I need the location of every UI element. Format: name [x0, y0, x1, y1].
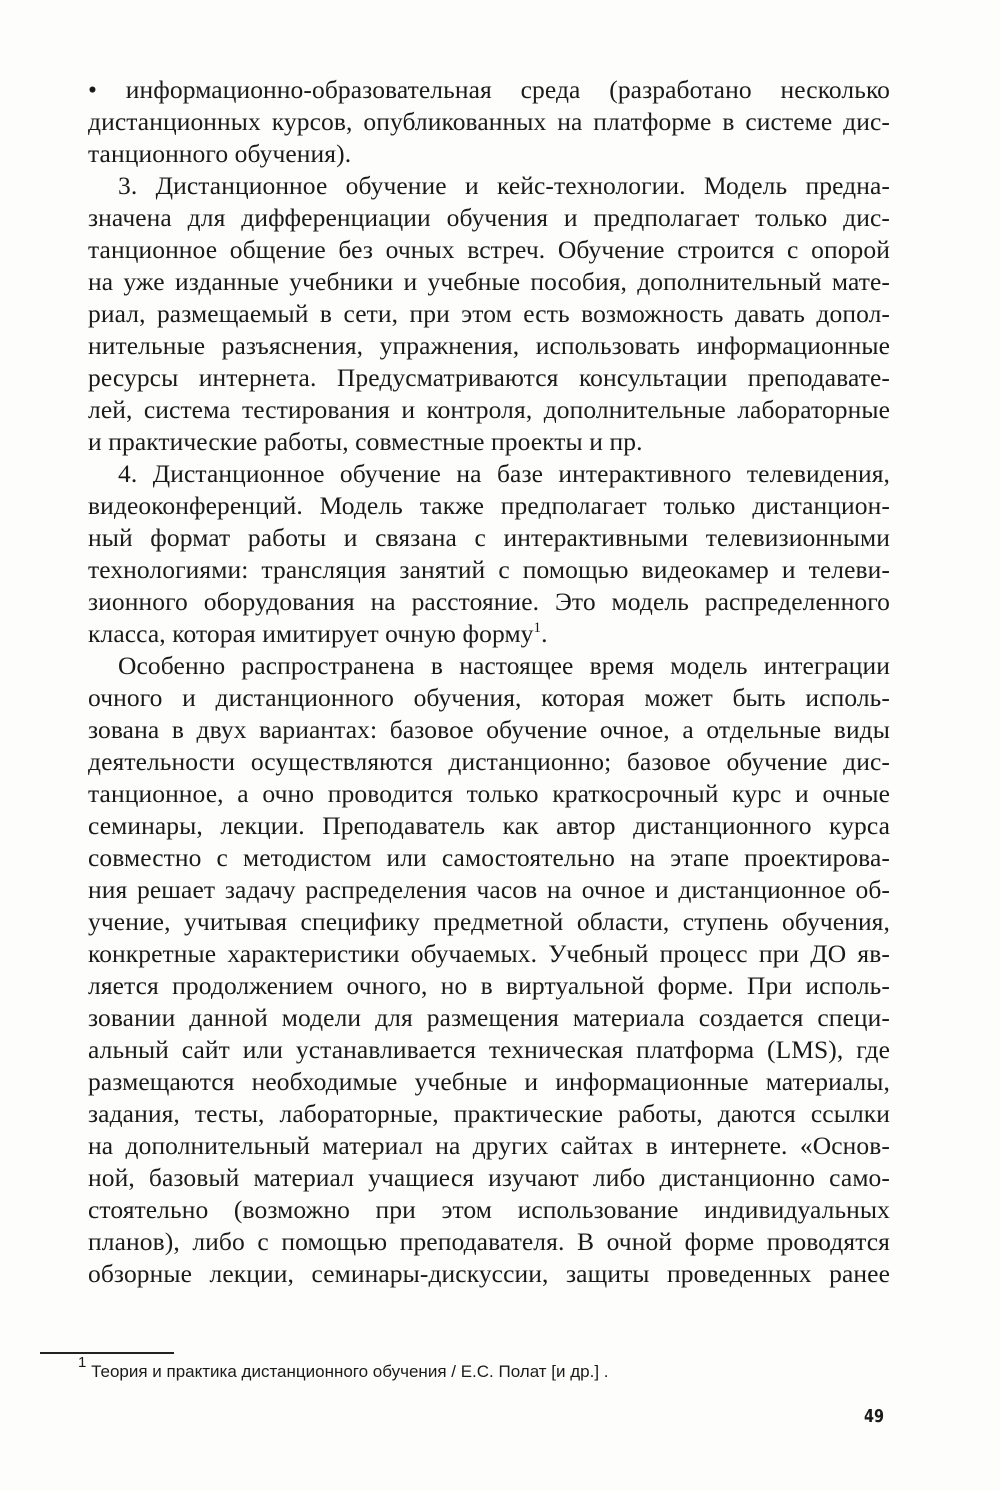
text-line [88, 234, 890, 266]
text-line [88, 842, 890, 874]
text-line [88, 426, 890, 458]
text-line [88, 298, 890, 330]
text-line-content: Особенно распространена в настоящее время модель интеграции [118, 651, 890, 680]
text-line [88, 106, 890, 138]
text-line [88, 810, 890, 842]
text-line [88, 362, 890, 394]
text-line-content: • информационно-образовательная среда (разработано несколько [88, 75, 890, 104]
text-line-content: 3. Дистанционное обучение и кейс-технологии. Модель предна- [118, 171, 890, 200]
text-line [88, 458, 890, 490]
text-line-content: зована в двух вариантах: базовое обучение очное, а отдельные виды [88, 715, 890, 744]
text-line [88, 714, 890, 746]
text-line [88, 682, 890, 714]
text-line [88, 74, 890, 106]
text-line-content: ляется продолжением очного, но в виртуальной форме. При исполь- [88, 971, 890, 1000]
text-line-content: альный сайт или устанавливается техническая платформа (LMS), где [88, 1035, 890, 1064]
text-line-content: обзорные лекции, семинары-дискуссии, защиты проведенных ранее [88, 1259, 890, 1288]
text-line [88, 266, 890, 298]
text-line [88, 394, 890, 426]
text-line [88, 522, 890, 554]
text-line [88, 1162, 890, 1194]
text-line-content: танционное, а очно проводится только краткосрочный курс и очные [88, 779, 890, 808]
text-line-content: зовании данной модели для размещения материала создается специ- [88, 1003, 890, 1032]
text-line-content: лей, система тестирования и контроля, дополнительные лабораторные [88, 395, 890, 424]
text-line [88, 618, 890, 650]
text-line [88, 1258, 890, 1290]
text-line [88, 970, 890, 1002]
text-line-content: задания, тесты, лабораторные, практические работы, даются ссылки [88, 1099, 890, 1128]
text-line [88, 778, 890, 810]
text-line-content: видеоконференций. Модель также предполагает только дистанцион- [88, 491, 890, 520]
text-line [88, 202, 890, 234]
text-line [88, 138, 890, 170]
text-line [88, 938, 890, 970]
text-line-content: значена для дифференциации обучения и предполагает только дис- [88, 203, 890, 232]
text-line [88, 1130, 890, 1162]
text-line-content: на уже изданные учебники и учебные пособия, дополнительный мате- [88, 267, 890, 296]
text-line [88, 1194, 890, 1226]
text-line-content: очного и дистанционного обучения, которая может быть исполь- [88, 683, 890, 712]
text-line-content: риал, размещаемый в сети, при этом есть возможность давать допол- [88, 299, 890, 328]
text-line-content: планов), либо с помощью преподавателя. В очной форме проводятся [88, 1227, 890, 1256]
text-line [88, 1226, 890, 1258]
text-line-content: ресурсы интернета. Предусматриваются консультации преподавате- [88, 363, 890, 392]
text-line-content: зионного оборудования на расстояние. Это модель распределенного [88, 587, 890, 616]
text-line-content: и практические работы, совместные проекты и пр. [88, 427, 643, 456]
text-line [88, 746, 890, 778]
text-line [88, 1034, 890, 1066]
footnote-text: Теория и практика дистанционного обучения / Е.С. Полат [и др.] . [91, 1362, 609, 1381]
text-line-tail: . [541, 619, 548, 648]
main-text [88, 74, 890, 1290]
text-line [88, 554, 890, 586]
text-line-content: семинары, лекции. Преподаватель как автор дистанционного курса [88, 811, 890, 840]
text-line-content: ный формат работы и связана с интерактивными телевизионными [88, 523, 890, 552]
text-line-content: нительные разъяснения, упражнения, использовать информационные [88, 331, 890, 360]
text-line [88, 906, 890, 938]
text-line-content: дистанционных курсов, опубликованных на платформе в системе дис- [88, 107, 890, 136]
text-line [88, 874, 890, 906]
text-line-content: размещаются необходимые учебные и информационные материалы, [88, 1067, 890, 1096]
footnote-reference: 1 [533, 620, 542, 636]
footnote [78, 1354, 609, 1383]
text-line-content: деятельности осуществляются дистанционно; базовое обучение дис- [88, 747, 890, 776]
text-line-content: ной, базовый материал учащиеся изучают либо дистанционно само- [88, 1163, 890, 1192]
text-line-content: ния решает задачу распределения часов на очное и дистанционное об- [88, 875, 890, 904]
text-line-content: учение, учитывая специфику предметной области, ступень обучения, [88, 907, 890, 936]
text-line-content: совместно с методистом или самостоятельно на этапе проектирова- [88, 843, 890, 872]
page-number: 49 [864, 1406, 885, 1427]
text-line [88, 330, 890, 362]
text-line-content: на дополнительный материал на других сайтах в интернете. «Основ- [88, 1131, 890, 1160]
text-line [88, 1066, 890, 1098]
text-line-content: танционного обучения). [88, 139, 352, 168]
text-line [88, 1098, 890, 1130]
text-line [88, 1002, 890, 1034]
text-line [88, 490, 890, 522]
text-line [88, 650, 890, 682]
footnote-separator [40, 1352, 174, 1354]
text-line-content: класса, которая имитирует очную форму [88, 619, 534, 648]
text-line-content: танционное общение без очных встреч. Обучение строится с опорой [88, 235, 890, 264]
text-line-content: технологиями: трансляция занятий с помощью видеокамер и телеви- [88, 555, 890, 584]
text-line [88, 170, 890, 202]
text-line [88, 586, 890, 618]
text-line-content: стоятельно (возможно при этом использование индивидуальных [88, 1195, 890, 1224]
text-line-content: 4. Дистанционное обучение на базе интерактивного телевидения, [118, 459, 890, 488]
footnote-marker: 1 [78, 1354, 87, 1371]
text-line-content: конкретные характеристики обучаемых. Учебный процесс при ДО яв- [88, 939, 890, 968]
